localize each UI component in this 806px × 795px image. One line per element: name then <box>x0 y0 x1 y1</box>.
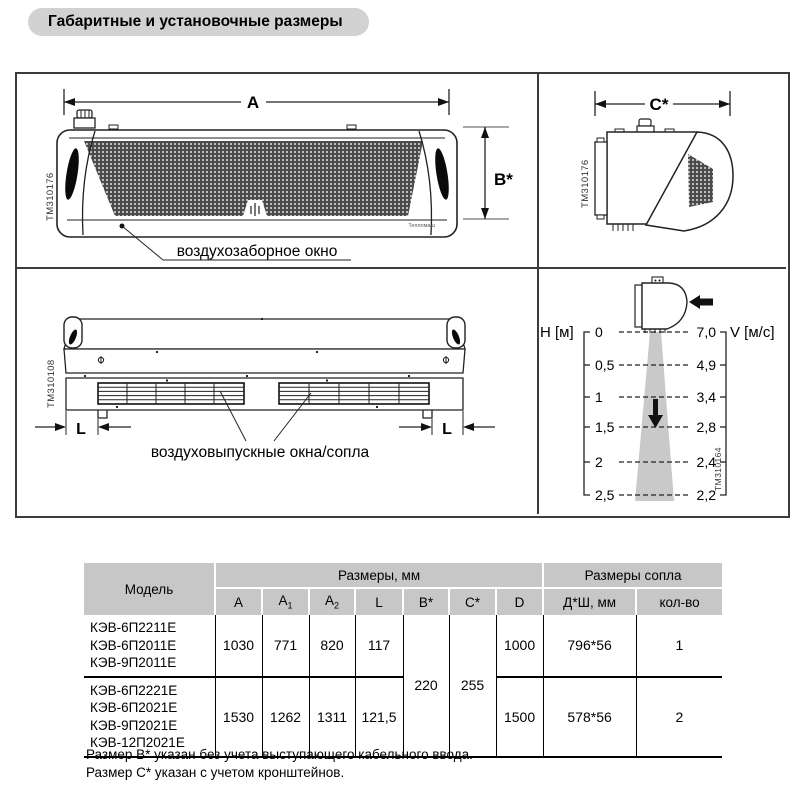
value-nozzle: 796*56 <box>543 615 636 677</box>
v-tick: 4,9 <box>696 357 716 373</box>
mounting-plate <box>595 142 607 215</box>
value-a2: 1311 <box>309 677 355 757</box>
velocity-chart-panel <box>537 267 786 514</box>
v-tick: 7,0 <box>696 324 716 340</box>
group-header-sizes: Размеры, мм <box>215 563 543 588</box>
value-c-shared: 255 <box>449 615 496 757</box>
h-tick: 2,5 <box>595 487 615 503</box>
footnote-c: Размер C* указан с учетом кронштейнов. <box>86 765 345 780</box>
value-a: 1030 <box>215 615 262 677</box>
value-a1: 771 <box>262 615 309 677</box>
model-names: КЭВ-6П2221Е КЭВ-6П2021Е КЭВ-9П2021Е КЭВ-12П2021Е <box>84 677 215 757</box>
value-a1: 1262 <box>262 677 309 757</box>
col-header-nozzle-size: Д*Ш, мм <box>543 588 636 615</box>
value-qty: 2 <box>636 677 722 757</box>
h-tick: 1,5 <box>595 419 615 435</box>
front-view-drawing <box>17 74 537 267</box>
dim-l-right-label: L <box>442 421 452 438</box>
dimensions-table <box>84 563 722 758</box>
v-axis-label: V [м/с] <box>730 324 775 341</box>
value-nozzle: 578*56 <box>543 677 636 757</box>
page-title: Габаритные и установочные размеры <box>28 8 369 36</box>
outlet-grille-right <box>279 383 429 404</box>
v-tick: 2,8 <box>696 419 716 435</box>
dim-c-label: C* <box>649 95 669 114</box>
h-tick: 0 <box>595 324 603 340</box>
col-header-c: C* <box>449 588 496 615</box>
model-names: КЭВ-6П2211Е КЭВ-6П2011Е КЭВ-9П2011Е <box>84 615 215 677</box>
v-tick: 2,2 <box>696 487 716 503</box>
v-tick: 3,4 <box>696 389 716 405</box>
col-header-l: L <box>355 588 403 615</box>
outlet-grille-left <box>98 383 244 404</box>
drawing-code: ТМ310164 <box>713 447 723 491</box>
outlet-callout: воздуховыпускные окна/сопла <box>150 444 370 461</box>
drawings-box <box>15 72 790 518</box>
col-header-a1: $A_1$ <box>262 588 309 615</box>
value-d: 1000 <box>496 615 543 677</box>
drawing-code: ТМ310176 <box>580 159 591 208</box>
col-header-qty: кол-во <box>636 588 722 615</box>
bottom-view-panel <box>17 267 537 514</box>
velocity-chart <box>539 269 786 514</box>
table-row <box>84 615 722 677</box>
h-tick: 0,5 <box>595 357 615 373</box>
front-view-panel <box>17 74 537 267</box>
drawing-code: ТМ310176 <box>45 172 56 221</box>
group-header-nozzle: Размеры сопла <box>543 563 722 588</box>
col-header-d: D <box>496 588 543 615</box>
footnotes <box>86 746 473 782</box>
col-header-a2: $A_2$ <box>309 588 355 615</box>
dim-a-label: A <box>246 93 260 112</box>
col-header-b: B* <box>403 588 449 615</box>
v-tick: 2,4 <box>696 454 716 470</box>
col-header-model: Модель <box>84 563 215 615</box>
dim-b-label: B* <box>494 170 513 189</box>
value-a2: 820 <box>309 615 355 677</box>
h-axis-label: H [м] <box>540 324 574 341</box>
drawing-code: ТМ310108 <box>46 359 57 408</box>
value-d: 1500 <box>496 677 543 757</box>
intake-callout: воздухозаборное окно <box>176 243 338 260</box>
brand-logo-text: Тепломаш <box>408 223 435 229</box>
unit-icon <box>635 277 687 333</box>
side-view-drawing <box>539 74 786 267</box>
h-tick: 2 <box>595 454 603 470</box>
side-view-panel <box>537 74 786 267</box>
col-header-a: A <box>215 588 262 615</box>
dim-l-left-label: L <box>76 421 86 438</box>
value-b-shared: 220 <box>403 615 449 757</box>
bottom-view-drawing <box>17 269 537 514</box>
footnote-b: Размер B* указан без учета выступающего кабельного ввода. <box>86 747 473 762</box>
value-qty: 1 <box>636 615 722 677</box>
intake-direction-arrow <box>689 295 713 309</box>
value-a: 1530 <box>215 677 262 757</box>
h-tick: 1 <box>595 389 603 405</box>
value-l: 121,5 <box>355 677 403 757</box>
value-l: 117 <box>355 615 403 677</box>
